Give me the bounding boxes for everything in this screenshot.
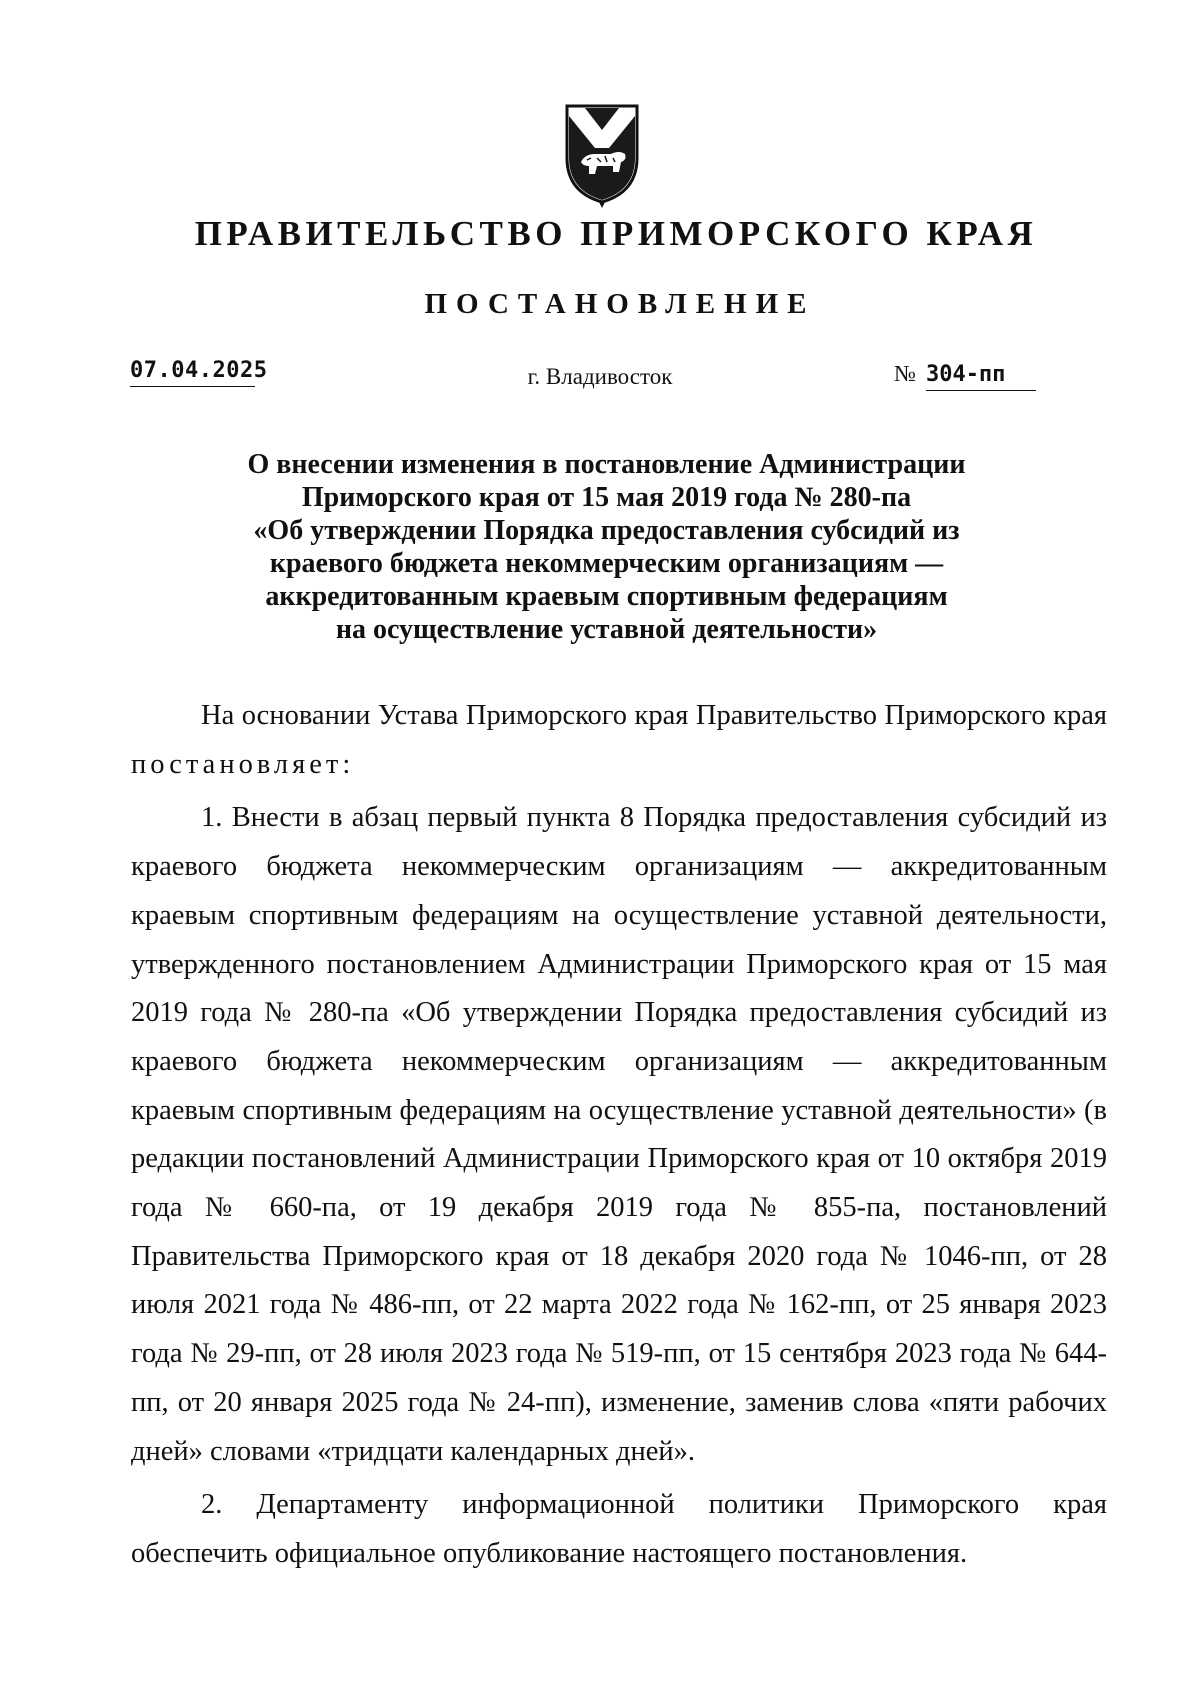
document-number: [894, 361, 1036, 391]
document-type: ПОСТАНОВЛЕНИЕ: [424, 288, 816, 320]
document-date: 07.04.2025: [130, 358, 255, 387]
document-city: г. Владивосток: [527, 364, 673, 389]
government-title: ПРАВИТЕЛЬСТВО ПРИМОРСКОГО КРАЯ: [194, 214, 1038, 253]
number-value: 304-пп: [926, 362, 1036, 391]
subject-line: на осуществление уставной деятельности»: [335, 614, 878, 645]
document-subject: [180, 448, 1033, 646]
primorsky-krai-coat-of-arms-icon: [563, 100, 641, 210]
subject-line: О внесении изменения в постановление Администрации: [247, 449, 966, 480]
document-body: [131, 692, 1107, 1584]
item-1-paragraph: 1. Внести в абзац первый пункта 8 Порядка предоставления субсидий из краевого бюджета некоммерческим организациям — аккредитованным краевым спортивным федерациям на осуществление уставной деятельности, утвержденного постановлением Администрации Приморского края от 15 мая 2019 года № 280-па «Об утверждении Порядка предоставления субсидий из краевого бюджета некоммерческим организациям — аккредитованным краевым спортивным федерациям на осуществление уставной деятельности» (в редакции постановлений Администрации Приморского края от 10 октября 2019 года № 660-па, от 19 декабря 2019 года № 855-па, постановлений Правительства Приморского края от 18 декабря 2020 года № 1046-пп, от 28 июля 2021 года № 486-пп, от 22 марта 2022 года № 162-пп, от 25 января 2023 года № 29-пп, от 28 июля 2023 года № 519-пп, от 15 сентября 2023 года № 644-пп, от 20 января 2025 года № 24-пп), изменение, заменив слова «пяти рабочих дней» словами «тридцати календарных дней».: [131, 802, 1107, 1467]
preamble-resolution-word: постановляет:: [131, 748, 355, 780]
number-sign: №: [894, 361, 916, 386]
subject-line: аккредитованным краевым спортивным федерациям: [265, 581, 948, 612]
subject-line: краевого бюджета некоммерческим организациям —: [269, 548, 944, 579]
item-2-paragraph: 2. Департаменту информационной политики Приморского края обеспечить официальное опубликование настоящего постановления.: [131, 1489, 1107, 1569]
subject-line: Приморского края от 15 мая 2019 года № 280-па: [301, 482, 912, 513]
preamble-paragraph: [131, 692, 1107, 789]
preamble-text: На основании Устава Приморского края Правительство Приморского края: [201, 700, 1107, 731]
subject-line: «Об утверждении Порядка предоставления субсидий из: [253, 515, 960, 546]
